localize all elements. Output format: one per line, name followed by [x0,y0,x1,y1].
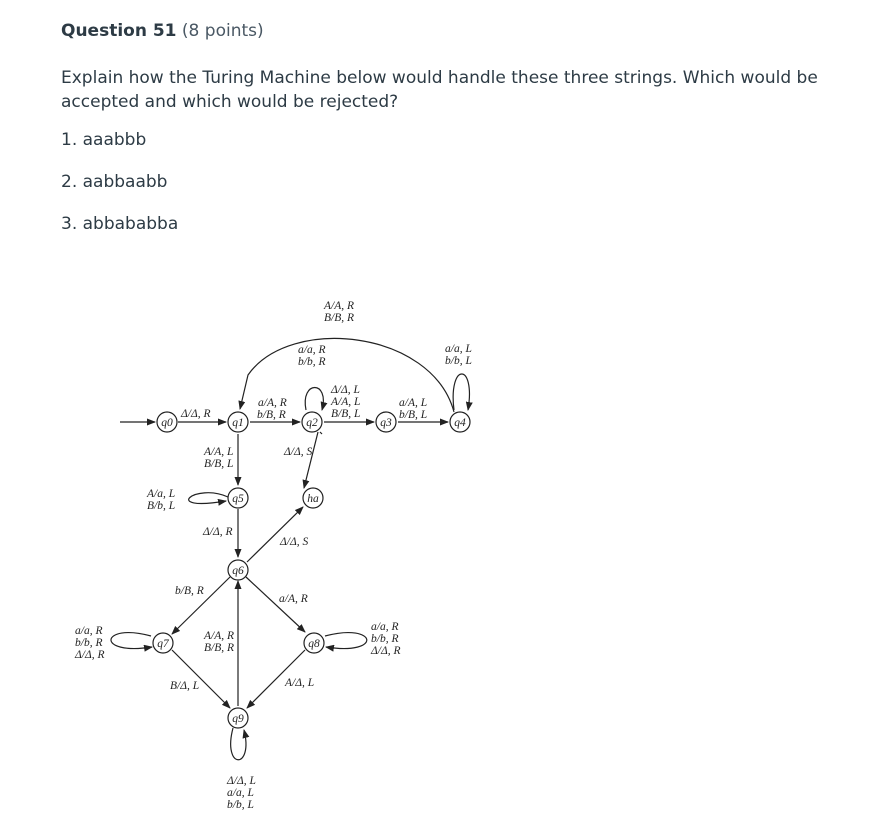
label-q2-q3-3: B/B, L [331,408,361,420]
edge-q7-q9 [172,650,230,708]
label-q5-loop-2: B/b, L [147,500,176,512]
string-list [61,128,851,236]
label-q9-q6-1: A/A, R [204,630,235,642]
label-q1-q2-2: b/B, R [257,409,286,421]
label-q4-loop-1: a/a, L [445,343,472,355]
state-label-ha: ha [307,493,319,505]
question-header [61,18,851,44]
question-block [61,18,851,254]
list-number: 3. [61,214,78,234]
label-q1-q2-1: a/A, R [258,397,287,409]
loop-q9 [231,728,246,760]
label-q8-loop-2: b/b, R [371,633,399,645]
state-label-q8: q8 [308,638,320,650]
label-q5-q6: Δ/Δ, R [203,526,233,538]
list-text: aaabbb [82,130,147,150]
label-q9-q6-2: B/B, R [204,642,235,654]
label-q7-q9: B/Δ, L [170,680,200,692]
loop-q2 [305,388,323,411]
label-q5-loop-1: A/a, L [147,488,176,500]
question-prompt: Explain how the Turing Machine below would handle these three strings. Which would be accepted and which would be rejected? [61,68,818,112]
question-points: (8 points) [181,21,264,41]
list-item [61,128,851,152]
label-q2-q3-1: Δ/Δ, L [331,384,360,396]
state-label-q2: q2 [306,417,318,429]
label-q7-loop-3: Δ/Δ, R [75,649,105,661]
list-item [61,170,851,194]
state-label-q1: q1 [232,417,244,429]
state-label-q3: q3 [380,417,392,429]
label-q1-q5-2: B/B, L [204,458,234,470]
state-label-q0: q0 [161,417,173,429]
state-label-q7: q7 [157,638,169,650]
label-q2-loop-2: b/b, R [298,356,326,368]
label-q4-loop-2: b/b, L [445,355,472,367]
label-q7-loop-1: a/a, R [75,625,103,637]
label-q0-q1: Δ/Δ, R [181,408,211,420]
state-label-q5: q5 [232,493,244,505]
label-q6-q7: b/B, R [175,585,204,597]
list-text: aabbaabb [82,172,168,192]
label-q7-loop-2: b/b, R [75,637,103,649]
label-q2-ha: Δ/Δ, S [284,446,313,458]
label-q3-q4-2: b/B, L [399,409,428,421]
label-q9-loop-2: a/a, L [227,787,254,799]
edge-q2-ha [304,432,318,488]
turing-machine-diagram [0,280,886,832]
label-q9-loop-3: b/b, L [227,799,254,811]
loop-q4 [453,374,469,410]
state-label-q9: q9 [232,713,244,725]
list-number: 2. [61,172,78,192]
label-q6-q8: a/A, R [279,593,308,605]
label-q9-loop-1: Δ/Δ, L [227,775,256,787]
question-title: Question 51 [61,21,177,41]
label-q2-q3-2: A/A, L [331,396,361,408]
label-q4-q1-1: A/A, R [324,300,355,312]
state-label-q4: q4 [454,417,466,429]
edge-q2-ha-stub [320,432,322,434]
label-q8-q9: A/Δ, L [285,677,315,689]
loop-q7 [111,633,152,649]
loop-q8 [325,633,367,649]
label-q2-loop-1: a/a, R [298,344,326,356]
label-q8-loop-3: Δ/Δ, R [371,645,401,657]
list-number: 1. [61,130,78,150]
edge-q6-ha [247,507,303,562]
label-q3-q4-1: a/A, L [399,397,428,409]
label-q6-ha: Δ/Δ, S [280,536,309,548]
state-label-q6: q6 [232,565,244,577]
loop-q5 [189,493,228,504]
label-q8-loop-1: a/a, R [371,621,399,633]
turing-machine-svg [0,280,886,832]
list-text: abbababba [82,214,179,234]
label-q1-q5-1: A/A, L [204,446,234,458]
list-item [61,212,851,236]
label-q4-q1-2: B/B, R [324,312,355,324]
